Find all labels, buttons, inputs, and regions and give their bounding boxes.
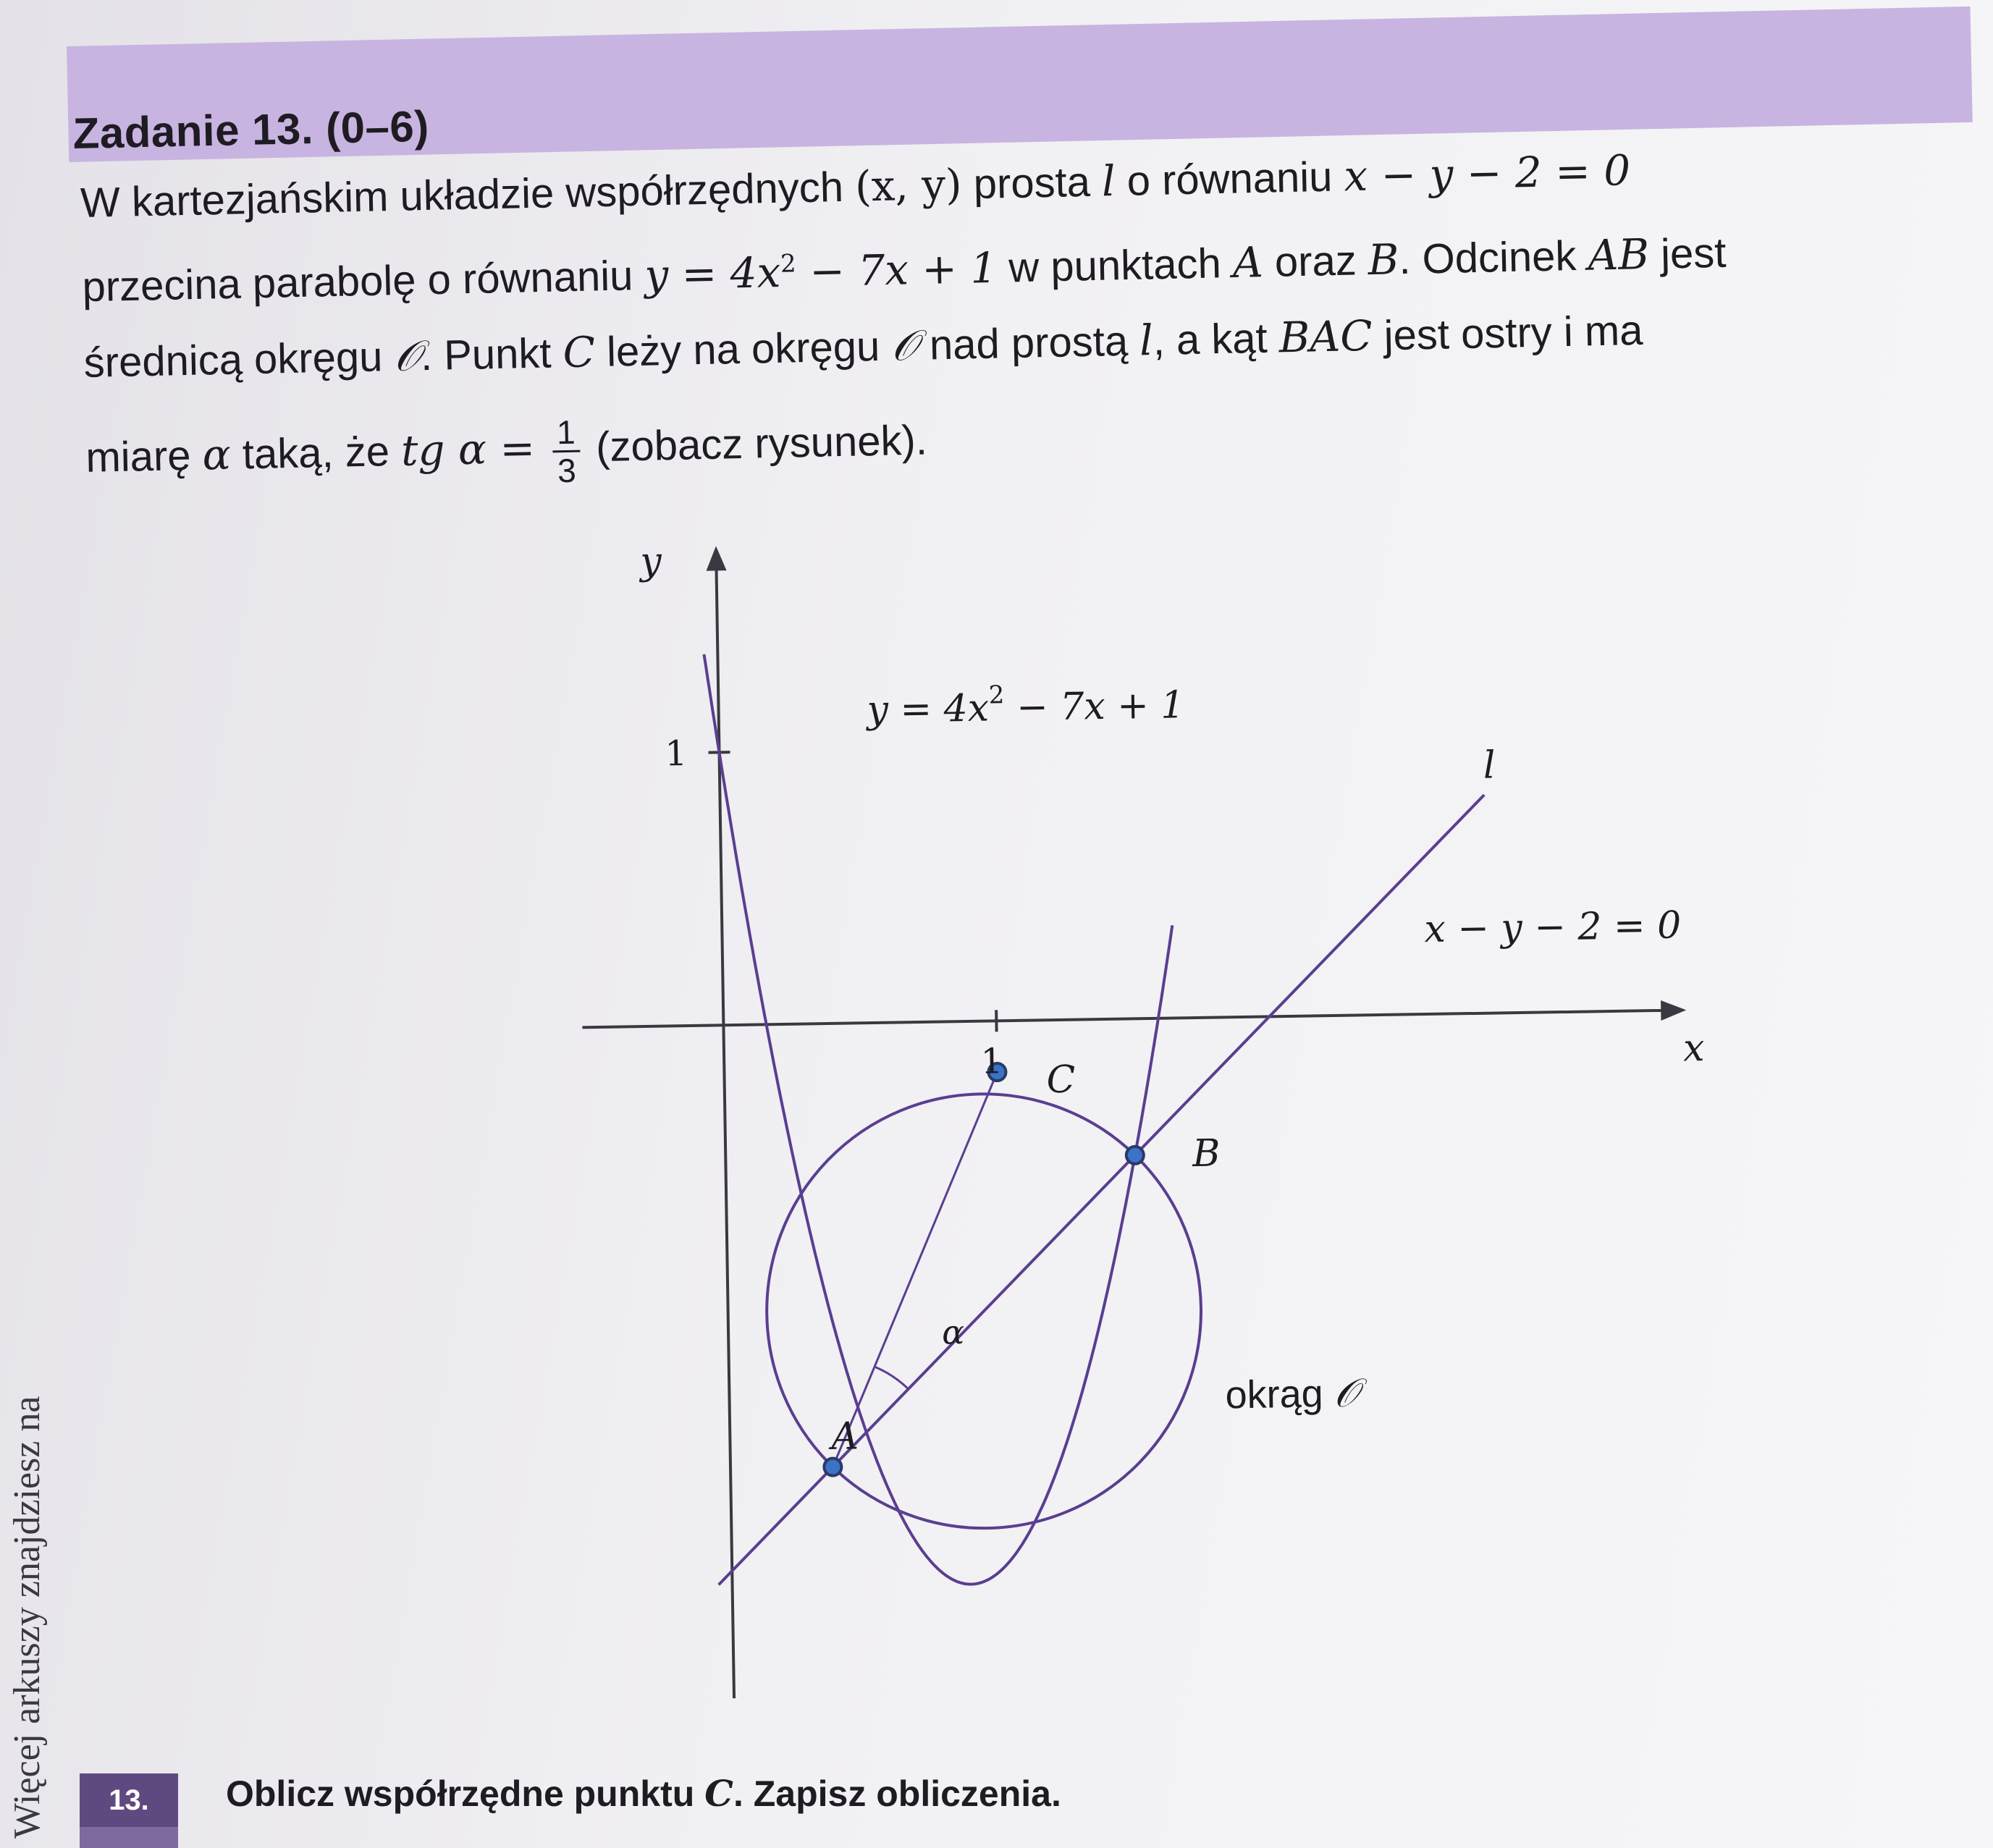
intro-line-4: miarę α taką, że tg α = $\frac{1}{3}$ (zobacz rysunek). — [85, 413, 928, 489]
tick-y-one-label: 1 — [665, 733, 688, 775]
point-a — [824, 1458, 841, 1475]
line-l-equation: x − y − 2 = 0 — [1423, 903, 1682, 952]
parabola-label: $y = 4x^2 - 7x + 1$ — [867, 680, 1185, 733]
fraction-one-third: $\frac{1}{3}$ — [552, 413, 581, 489]
intro-line-2: przecina parabolę o równaniu $y = 4x^2 - 7x + 1$ w punktach A oraz B. Odcinek AB jest — [81, 229, 1727, 311]
segment-ac — [827, 1072, 1003, 1467]
angle-alpha-label: α — [941, 1312, 965, 1352]
intro-line-3: średnicą okręgu 𝒪. Punkt C leży na okręgu 𝒪 nad prostą l, a kąt BAC jest ostry i ma — [83, 307, 1644, 387]
point-b — [1126, 1147, 1144, 1164]
x-axis-arrow — [1661, 1000, 1686, 1021]
point-a-label: A — [830, 1414, 859, 1459]
point-c-label: C — [1046, 1058, 1076, 1102]
y-axis-label: y — [639, 539, 662, 584]
task-instruction: Oblicz współrzędne punktu C. Zapisz obliczenia. — [226, 1772, 1061, 1815]
circle-label: okrąg 𝒪 — [1225, 1370, 1360, 1417]
task-number-badge: 13. — [80, 1773, 178, 1827]
angle-alpha-arc — [875, 1366, 909, 1389]
line-l-name: l — [1483, 743, 1496, 788]
tick-x-one-label: 1 — [980, 1041, 1003, 1082]
task-title: Zadanie 13. (0–6) — [72, 101, 430, 158]
y-axis — [716, 565, 734, 1698]
x-axis-label: x — [1682, 1026, 1705, 1071]
y-axis-arrow — [706, 546, 727, 570]
point-b-label: B — [1192, 1131, 1221, 1176]
x-axis — [582, 1011, 1664, 1027]
intro-line-1: W kartezjańskim układzie współrzędnych (x, y) prosta l o równaniu x − y − 2 = 0 — [80, 145, 1631, 227]
side-note: Więcej arkuszy znajdziesz na — [7, 1396, 48, 1839]
score-box — [80, 1827, 178, 1848]
parabola-curve — [704, 647, 1182, 1588]
